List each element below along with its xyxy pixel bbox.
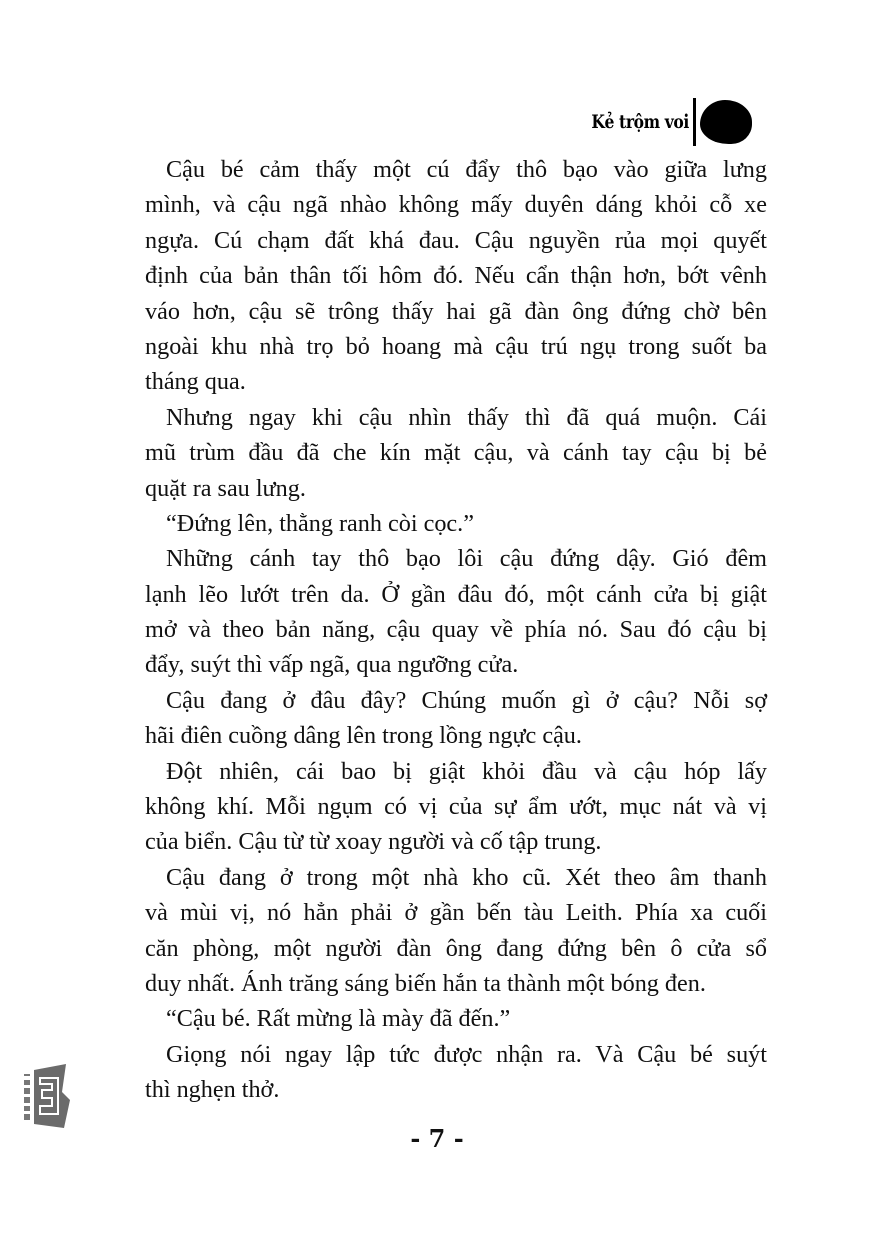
text-line: Giọng nói ngay lập tức được nhận ra. Và Cậu bé suýt <box>166 1040 767 1068</box>
paragraph <box>145 754 767 860</box>
text-line: Đột nhiên, cái bao bị giật khỏi đầu và cậu hóp lấy <box>166 757 767 785</box>
text-line: định của bản thân tối hôm đó. Nếu cẩn thận hơn, bớt vênh <box>145 262 767 290</box>
paragraph <box>145 1001 767 1036</box>
text-line: Nhưng ngay khi cậu nhìn thấy thì đã quá muộn. Cái <box>166 403 767 431</box>
paragraph <box>145 541 767 683</box>
text-line: Cậu đang ở trong một nhà kho cũ. Xét theo âm thanh <box>166 863 767 891</box>
text-line: không khí. Mỗi ngụm có vị của sự ẩm ướt, mục nát và vị <box>145 793 767 821</box>
page-number: - 7 - <box>410 1124 464 1153</box>
text-line: của biển. Cậu từ từ xoay người và cố tập trung. <box>145 828 602 856</box>
paragraph <box>145 400 767 506</box>
text-line: mở và theo bản năng, cậu quay về phía nó. Sau đó cậu bị <box>145 616 767 644</box>
text-line: ngựa. Cú chạm đất khá đau. Cậu nguyền rủa mọi quyết <box>145 226 767 254</box>
text-line: tháng qua. <box>145 368 246 396</box>
text-line: duy nhất. Ánh trăng sáng biến hắn ta thành một bóng đen. <box>145 969 706 997</box>
text-line: Cậu đang ở đâu đây? Chúng muốn gì ở cậu? Nỗi sợ <box>166 686 767 714</box>
text-line: quặt ra sau lưng. <box>145 474 306 502</box>
text-line: Những cánh tay thô bạo lôi cậu đứng dậy. Gió đêm <box>166 545 767 573</box>
paragraph <box>145 1037 767 1108</box>
text-line: “Đứng lên, thằng ranh còi cọc.” <box>166 509 474 537</box>
page-body <box>145 152 767 1108</box>
book-title: Kẻ trộm voi <box>591 111 689 133</box>
text-line: căn phòng, một người đàn ông đang đứng bên ô cửa sổ <box>145 934 767 962</box>
paragraph <box>145 152 767 400</box>
running-header <box>570 96 752 148</box>
text-line: hãi điên cuồng dâng lên trong lồng ngực cậu. <box>145 722 582 750</box>
publisher-logo <box>20 1062 72 1130</box>
header-ornament-icon <box>700 100 752 144</box>
text-line: lạnh lẽo lướt trên da. Ở gần đâu đó, một cánh cửa bị giật <box>145 580 767 608</box>
text-line: mình, và cậu ngã nhào không mấy duyên dáng khỏi cỗ xe <box>145 191 767 219</box>
header-divider <box>693 98 696 146</box>
paragraph <box>145 683 767 754</box>
text-line: thì nghẹn thở. <box>145 1076 280 1104</box>
paragraph <box>145 506 767 541</box>
paragraph <box>145 860 767 1002</box>
text-line: ngoài khu nhà trọ bỏ hoang mà cậu trú ngụ trong suốt ba <box>145 332 767 360</box>
text-line: đẩy, suýt thì vấp ngã, qua ngưỡng cửa. <box>145 651 519 679</box>
text-line: “Cậu bé. Rất mừng là mày đã đến.” <box>166 1005 511 1033</box>
text-line: Cậu bé cảm thấy một cú đẩy thô bạo vào giữa lưng <box>166 156 767 183</box>
text-line: váo hơn, cậu sẽ trông thấy hai gã đàn ông đứng chờ bên <box>145 297 767 325</box>
text-line: mũ trùm đầu đã che kín mặt cậu, và cánh tay cậu bị bẻ <box>145 439 767 467</box>
text-line: và mùi vị, nó hẳn phải ở gần bến tàu Leith. Phía xa cuối <box>145 899 767 927</box>
